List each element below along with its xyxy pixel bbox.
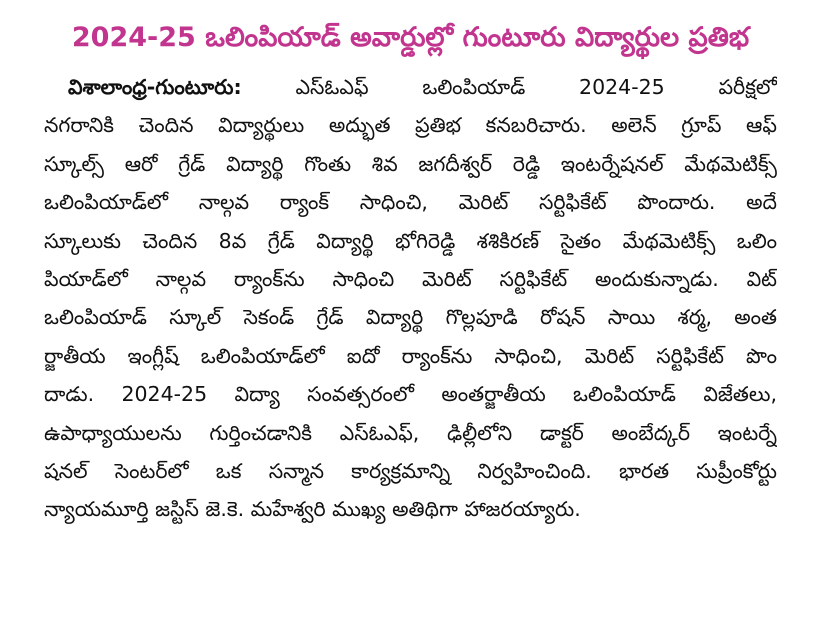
article-line-11: షనల్ సెంటర్‌లో ఒక సన్మాన కార్యక్రమాన్ని నిర్వహించింది. భారత సుప్రీంకోర్టు	[44, 459, 777, 484]
dateline: విశాలాంధ్ర-గుంటూరు:	[68, 75, 242, 99]
headline: 2024-25 ఒలింపియాడ్ అవార్డుల్లో గుంటూరు విద్యార్థుల ప్రతిభ	[71, 22, 750, 53]
article-line-8: ర్జాతీయ ఇంగ్లీష్ ఒలింపియాడ్‌లో ఐదో ర్యాంక్‌ను సాధించి, మెరిట్ సర్టిఫికేట్ పొం	[44, 343, 777, 368]
article-line-10: ఉపాధ్యాయులను గుర్తించడానికి ఎస్ఓఎఫ్, ఢిల్లీలోని డాక్టర్ అంబేద్కర్ ఇంటర్నే	[44, 420, 777, 445]
article-line-4: ఒలింపియాడ్‌లో నాల్గవ ర్యాంక్ సాధించి, మెరిట్ సర్టిఫికేట్ పొందారు. అదే	[44, 190, 777, 215]
article-line-3: స్కూల్స్ ఆరో గ్రేడ్ విద్యార్థి గొంతు శివ జగదీశ్వర్ రెడ్డి ఇంటర్నేషనల్ మేథమెటిక్స్	[44, 151, 777, 176]
article-line-9: దాడు. 2024-25 విద్యా సంవత్సరంలో అంతర్జాతీయ ఒలింపియాడ్ విజేతలు,	[44, 382, 777, 407]
article-line-5: స్కూలుకు చెందిన 8వ గ్రేడ్ విద్యార్థి భోగిరెడ్డి శశికిరణ్ సైతం మేథమెటిక్స్ ఒలిం	[44, 228, 777, 253]
article-line-6: పియాడ్‌లో నాల్గవ ర్యాంక్‌ను సాధించి మెరిట్ సర్టిఫికేట్ అందుకున్నాడు. విట్	[44, 267, 777, 292]
article-line-1-text: ఎస్ఓఎఫ్ ఒలింపియాడ్ 2024-25 పరీక్షలో	[241, 75, 777, 99]
article-line-12: న్యాయమూర్తి జస్టిస్ జె.కె. మహేశ్వరి ముఖ్య అతిథిగా హాజరయ్యారు.	[44, 497, 581, 522]
article-line-2: నగరానికి చెందిన విద్యార్థులు అద్భుత ప్రతిభ కనబరిచారు. అలెన్ గ్రూప్ ఆఫ్	[44, 113, 777, 138]
article-line-7: ఒలింపియాడ్ స్కూల్ సెకండ్ గ్రేడ్ విద్యార్థి గొల్లపూడి రోషన్ సాయి శర్మ, అంత	[44, 305, 777, 330]
article-line-1	[44, 68, 777, 106]
article-body	[44, 68, 777, 529]
